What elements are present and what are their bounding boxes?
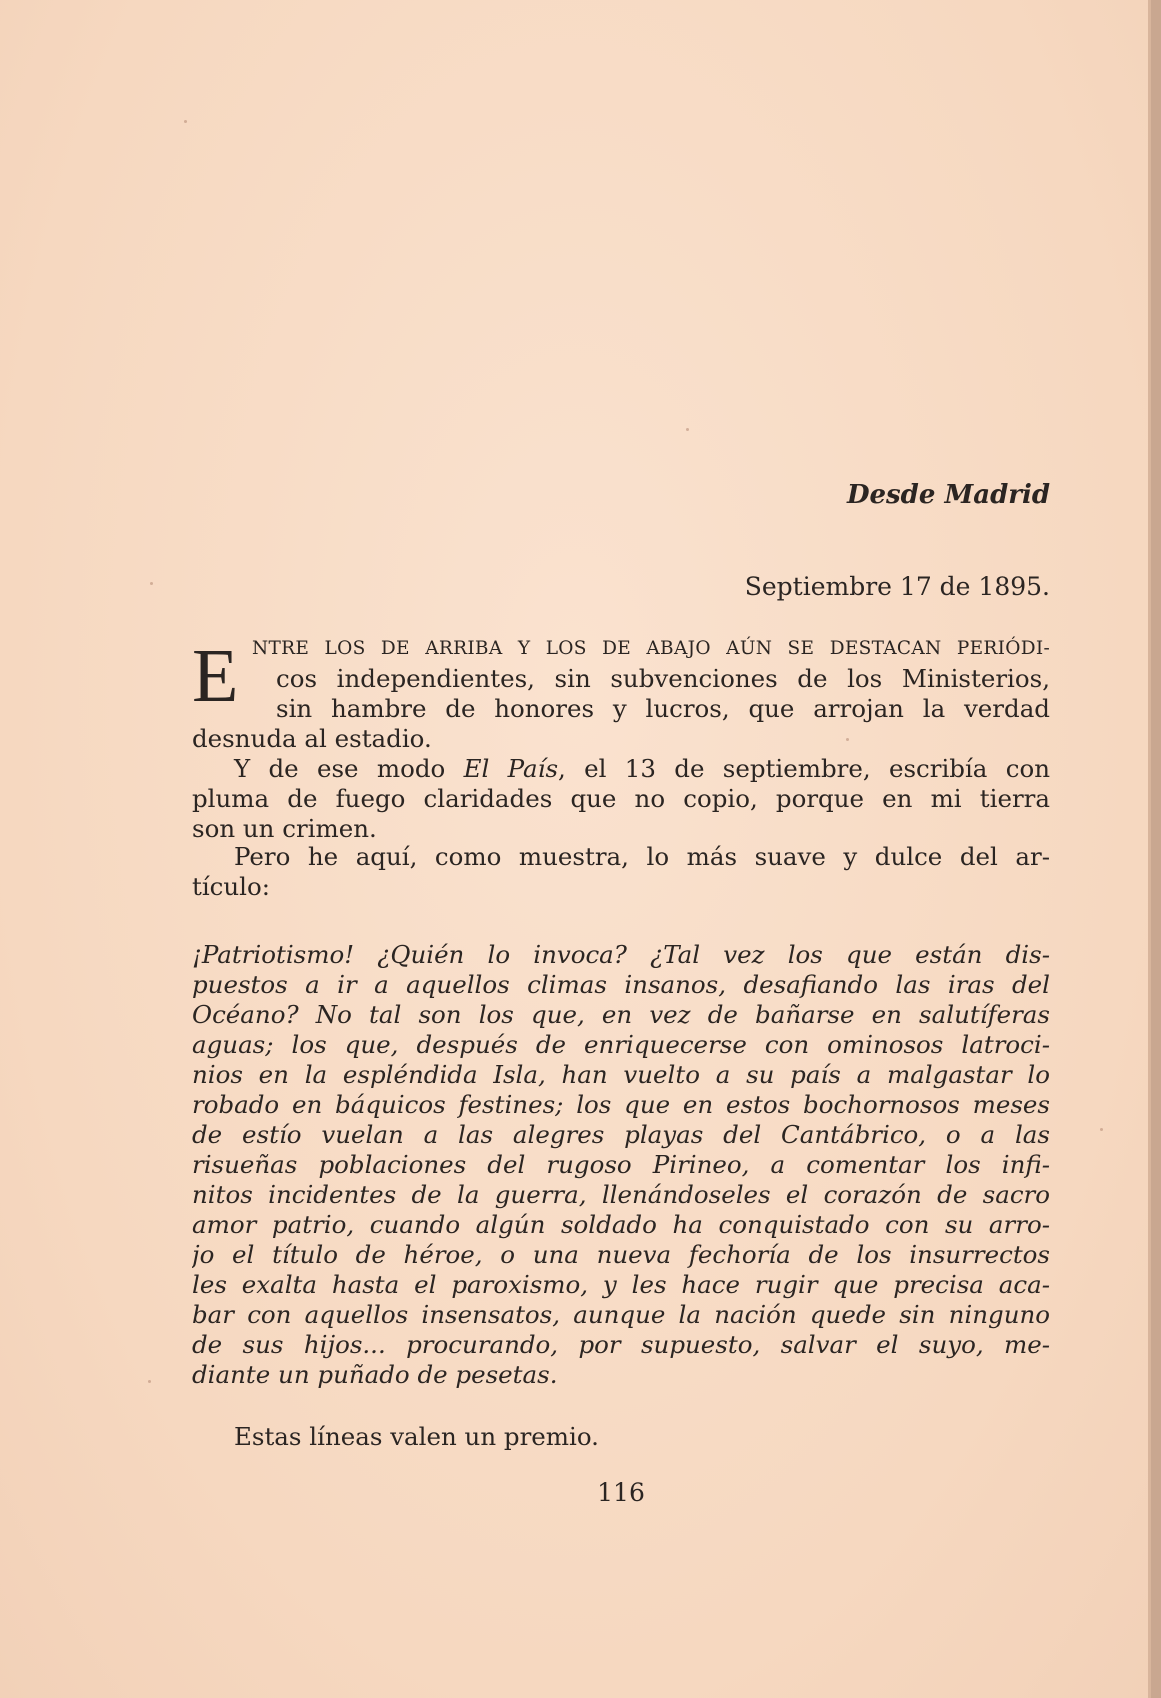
page-number: 116: [597, 1478, 645, 1507]
quote-line: bar con aquellos insensatos, aunque la nación quede sin ninguno: [192, 1300, 1050, 1329]
text-line: son un crimen.: [192, 814, 377, 843]
quote-line: aguas; los que, después de enriquecerse con ominosos latroci-: [192, 1030, 1050, 1059]
text-line: cos independientes, sin subvenciones de los Ministerios,: [276, 664, 1050, 693]
quote-line: Océano? No tal son los que, en vez de bañarse en salutíferas: [192, 1000, 1050, 1029]
text-line: NTRE LOS DE ARRIBA Y LOS DE ABAJO AÚN SE DESTACAN PERIÓDI-: [252, 638, 1050, 659]
section-heading: Desde Madrid: [846, 480, 1050, 510]
quote-line: amor patrio, cuando algún soldado ha conquistado con su arro-: [192, 1210, 1050, 1239]
quote-line: de sus hijos... procurando, por supuesto, salvar el suyo, me-: [192, 1330, 1050, 1359]
quoted-excerpt: [192, 940, 1050, 1390]
newspaper-title: El País: [463, 754, 559, 783]
quote-line: de estío vuelan a las alegres playas del Cantábrico, o a las: [192, 1120, 1050, 1149]
quote-line: robado en báquicos festines; los que en estos bochornosos meses: [192, 1090, 1050, 1119]
closing-line: Estas líneas valen un premio.: [234, 1422, 599, 1451]
text-line: tículo:: [192, 872, 271, 901]
quote-line: ¡Patriotismo! ¿Quién lo invoca? ¿Tal vez los que están dis-: [192, 940, 1050, 969]
quote-line: puestos a ir a aquellos climas insanos, desafiando las iras del: [192, 970, 1050, 999]
quote-line: nios en la espléndida Isla, han vuelto a su país a malgastar lo: [192, 1060, 1050, 1089]
text-span: Y de ese modo: [234, 754, 464, 783]
text-line: desnuda al estadio.: [192, 724, 432, 753]
text-span: , el 13 de septiembre, escribía con: [558, 754, 1050, 783]
opening-paragraph: [192, 634, 1050, 754]
letter-date: Septiembre 17 de 1895.: [744, 572, 1050, 601]
drop-cap: E: [192, 634, 239, 718]
text-line: sin hambre de honores y lucros, que arrojan la verdad: [276, 694, 1050, 723]
second-paragraph: [192, 754, 1050, 844]
text-line: [192, 754, 1050, 784]
text-line: Pero he aquí, como muestra, lo más suave y dulce del ar-: [234, 842, 1050, 871]
text-line: pluma de fuego claridades que no copio, porque en mi tierra: [192, 784, 1050, 813]
quote-line: risueñas poblaciones del rugoso Pirineo, a comentar los infi-: [192, 1150, 1050, 1179]
quote-line: diante un puñado de pesetas.: [192, 1360, 558, 1389]
third-paragraph: [192, 842, 1050, 902]
quote-line: jo el título de héroe, o una nueva fechoría de los insurrectos: [192, 1240, 1050, 1269]
quote-line: les exalta hasta el paroxismo, y les hace rugir que precisa aca-: [192, 1270, 1050, 1299]
quote-line: nitos incidentes de la guerra, llenándoseles el corazón de sacro: [192, 1180, 1050, 1209]
